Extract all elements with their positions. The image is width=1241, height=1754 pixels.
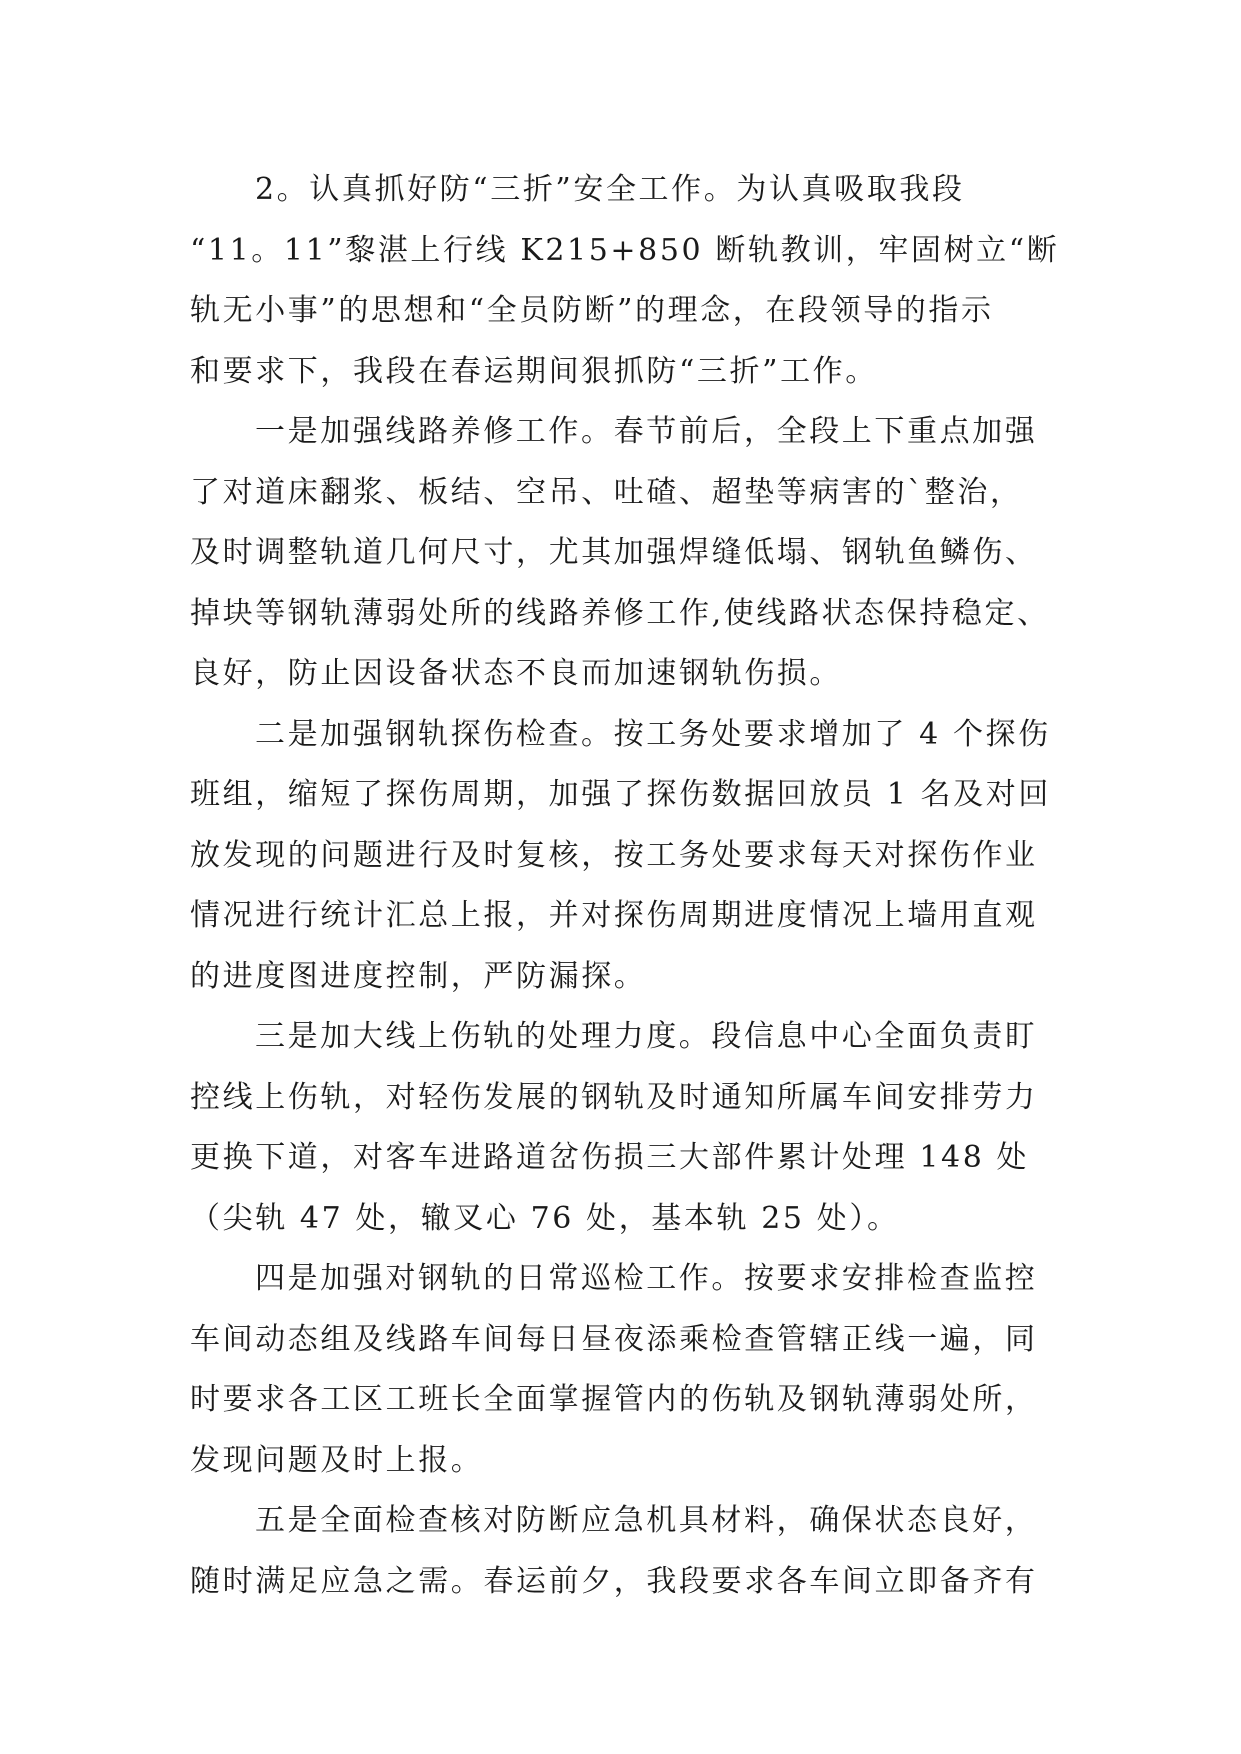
text-line: 2。认真抓好防“三折”安全工作。为认真吸取我段 <box>255 172 965 207</box>
text-line: 的进度图进度控制，严防漏探。 <box>190 958 647 994</box>
text-line: 随时满足应急之需。春运前夕，我段要求各车间立即备齐有 <box>190 1563 1038 1599</box>
text-line: 掉块等钢轨薄弱处所的线路养修工作,使线路状态保持稳定、 <box>190 595 1050 631</box>
text-line: 轨无小事”的思想和“全员防断”的理念，在段领导的指示 <box>190 293 994 328</box>
paragraph-damaged-rail-handling <box>190 1007 1060 1249</box>
paragraph-daily-patrol <box>190 1249 1060 1491</box>
text-line: 五是全面检查核对防断应急机具材料，确保状态良好， <box>255 1503 1038 1538</box>
text-line: 及时调整轨道几何尺寸，尤其加强焊缝低塌、钢轨鱼鳞伤、 <box>190 535 1038 570</box>
text-line: 班组，缩短了探伤周期，加强了探伤数据回放员 1 名及对回 <box>190 777 1051 812</box>
text-line: （尖轨 47 处，辙叉心 76 处，基本轨 25 处）。 <box>190 1200 900 1236</box>
text-line: 四是加强对钢轨的日常巡检工作。按要求安排检查监控 <box>255 1261 1038 1296</box>
text-line: 时要求各工区工班长全面掌握管内的伤轨及钢轨薄弱处所， <box>190 1382 1038 1417</box>
paragraph-rail-flaw-inspection <box>190 705 1060 1008</box>
paragraph-anti-break-safety <box>190 160 1060 402</box>
paragraph-emergency-equipment <box>190 1491 1060 1612</box>
text-line: 三是加大线上伤轨的处理力度。段信息中心全面负责盯 <box>255 1019 1038 1054</box>
paragraph-line-maintenance <box>190 402 1060 705</box>
text-line: 放发现的问题进行及时复核，按工务处要求每天对探伤作业 <box>190 837 1038 873</box>
text-line: “11。11”黎湛上行线 K215+850 断轨教训，牢固树立“断 <box>190 232 1060 268</box>
text-line: 二是加强钢轨探伤检查。按工务处要求增加了 4 个探伤 <box>255 716 1051 752</box>
text-line: 一是加强线路养修工作。春节前后，全段上下重点加强 <box>255 414 1038 449</box>
document-body <box>190 160 1060 1612</box>
text-line: 发现问题及时上报。 <box>190 1442 484 1478</box>
text-line: 控线上伤轨，对轻伤发展的钢轨及时通知所属车间安排劳力 <box>190 1079 1038 1115</box>
text-line: 情况进行统计汇总上报，并对探伤周期进度情况上墙用直观 <box>190 898 1038 933</box>
text-line: 了对道床翻浆、板结、空吊、吐碴、超垫等病害的`整治， <box>190 474 1023 510</box>
text-line: 更换下道，对客车进路道岔伤损三大部件累计处理 148 处 <box>190 1140 1030 1175</box>
text-line: 车间动态组及线路车间每日昼夜添乘检查管辖正线一遍，同 <box>190 1321 1038 1357</box>
text-line: 良好，防止因设备状态不良而加速钢轨伤损。 <box>190 656 842 691</box>
text-line: 和要求下，我段在春运期间狠抓防“三折”工作。 <box>190 353 878 389</box>
